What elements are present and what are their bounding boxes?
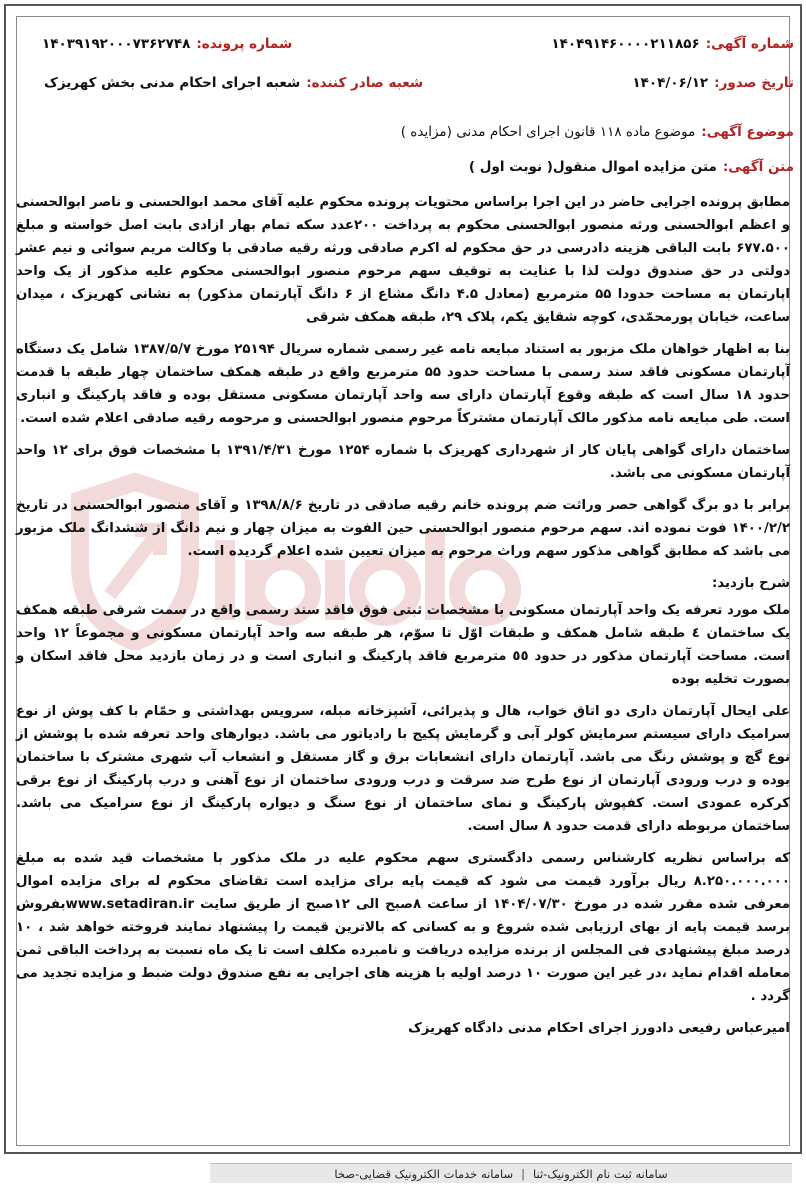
paragraph-apartment-features: علی ایحال آپارتمان داری دو اتاق خواب، هال و پذیرائی، آشپزخانه مبله، سرویس بهداشتی و حمّام با کف پوش از نوع سرامیک دارای سیستم سرمایش کولر آبی و گرمایش پکیج با رادیاتور می باشد. دیوارهای واحد تعرفه شده با پوشش از نوع گچ و پوشش رنگ می باشد. آپارتمان دارای انشعابات برق و گاز مستقل و انشعاب آب شهری مشترک با ساختمان بوده و درب ورودی آپارتمان از نوع طرح ضد سرقت و درب ورودی ساختمان از نوع آهنی و درب پارکینگ از نوع برقی کرکره عمودی است. کفپوش پارکینگ و نمای ساختمان از نوع سنگ و دیواره پارکینگ از نوع سرامیک می باشد. ساختمان مربوطه دارای قدمت حدود ۸ سال است. [16, 704, 790, 834]
case-number-label: شماره پرونده: [196, 36, 293, 52]
case-number [42, 36, 292, 52]
meta-row-1 [12, 36, 794, 52]
signature: امیرعباس رفیعی دادورز اجرای احکام مدنی دادگاه کهریزک [408, 1021, 790, 1036]
footer-bar [210, 1163, 792, 1183]
paragraph-claimant-statement: بنا به اظهار خواهان ملک مزبور به استناد مبایعه نامه غیر رسمی شماره سریال ۲۵۱۹۴ مورخ ۱۳۸۷/۵/۷ شامل یک دستگاه آپارتمان مسکونی فاقد سند رسمی با مساحت حدود ۵۵ مترمربع واقع در طبقه همکف ساختمان چهار طبقه با قدمت حدود ۱۸ سال است که طبقه وقوع آپارتمان دارای سه واحد آپارتمان مسکونی مستقل بوده و فاقد پارکینگ و انباری است. طی مبایعه نامه مذکور مالک آپارتمان مشترکاً مرحوم منصور ابوالحسنی و مرحومه رقیه صادقی اعلام شده است. [16, 342, 790, 426]
visit-heading: شرح بازدید: [711, 576, 790, 591]
issue-date-value: ۱۴۰۴/۰۶/۱۲ [632, 75, 709, 91]
subject-label: موضوع آگهی: [701, 124, 794, 140]
issuer-label: شعبه صادر کننده: [306, 75, 424, 91]
notice-body [16, 191, 790, 1049]
subject-value: موضوع ماده ۱۱۸ قانون اجرای احکام مدنی (مزایده ) [400, 124, 696, 140]
ad-number [551, 36, 794, 52]
issuer [44, 75, 423, 91]
paragraph-inheritance: برابر با دو برگ گواهی حصر وراثت ضم پرونده خانم رقیه صادقی در تاریخ ۱۳۹۸/۸/۶ و آقای منصور ابوالحسنی در تاریخ ۱۴۰۰/۲/۲ فوت نموده اند. سهم مرحوم منصور ابوالحسنی حین الفوت به میزان چهار و نیم دانگ از ششدانگ ملک مزبور می باشد که مطابق گواهی مذکور سهم وراث مرحوم به میزان تعیین شده اعلام گردیده است. [16, 498, 790, 559]
issue-date-label: تاریخ صدور: [714, 75, 794, 91]
text-title-label: متن آگهی: [722, 159, 794, 175]
paragraph-completion-certificate: ساختمان دارای گواهی پایان کار از شهرداری کهریزک با شماره ۱۲۵۴ مورخ ۱۳۹۱/۴/۳۱ با مشخصات فوق برای ۱۲ واحد آپارتمان مسکونی می باشد. [16, 443, 791, 481]
case-number-value: ۱۴۰۳۹۱۹۲۰۰۰۷۳۶۲۷۴۸ [42, 36, 191, 52]
text-title-value: متن مزایده اموال منقول( نوبت اول ) [468, 159, 717, 175]
footer-link-sakha[interactable]: سامانه خدمات الکترونیک قضایی-صخا [334, 1166, 514, 1181]
ad-number-label: شماره آگهی: [705, 36, 794, 52]
issue-date [632, 75, 794, 91]
issuer-value: شعبه اجرای احکام مدنی بخش کهریزک [44, 75, 301, 91]
paragraph-case-details: مطابق پرونده اجرایی حاضر در این اجرا براساس محتویات پرونده محکوم علیه آقای محمد ابوالحسنی و ناصر ابوالحسنی و اعظم ابوالحسنی ورثه منصور ابوالحسنی محکوم به پرداخت ۲۰۰عدد سکه تمام بهار ازادی بابت اصل خواسته و مبلغ ۶۷۷.۵۰۰ بابت الباقی هزینه دادرسی در حق محکوم له اکرم صادقی ورثه رقیه صادقی با وکالت مریم سوائی و نیم عشر دولتی در حق صندوق دولت لذا با عنایت به توقیف سهم مرحوم منصور ابوالحسنی محکوم علیه مذکور از یک واحد اپارتمان به مساحت حدودا ۵۵ مترمربع (معادل ۴.۵ دانگ مشاع از ۶ دانگ آپارتمان مذکور) به نشانی کهریزک ، میدان ساعت، خیابان پورمحمّدی، کوچه شقایق یکم، پلاک ۲۹، طبقه همکف شرقی [16, 195, 790, 325]
footer-link-sana[interactable]: سامانه ثبت نام الکترونیک-ثنا [533, 1166, 668, 1181]
text-title-line [12, 159, 794, 175]
meta-row-2 [12, 75, 794, 91]
paragraph-property-description: ملک مورد تعرفه یک واحد آپارتمان مسکونی با مشخصات ثبتی فوق فاقد سند رسمی واقع در سمت شرقی طبقه همکف یک ساختمان ٤ طبقه شامل همکف و طبقات اوّل تا سوّم، هر طبقه سه واحد آپارتمان مسکونی و مجموعاً ١٢ واحد است. مساحت آپارتمان مذکور در حدود ٥٥ مترمربع فاقد پارکینگ و انباری است و در زمان بازدید محل فاقد اسکان و بصورت تخلیه بوده [16, 603, 791, 687]
ad-number-value: ۱۴۰۴۹۱۴۶۰۰۰۰۲۱۱۸۵۶ [551, 36, 700, 52]
paragraph-auction-terms: که براساس نظریه کارشناس رسمی دادگستری سهم محکوم علیه در ملک مذکور با مشخصات قید شده به مبلغ ۸.۲۵۰.۰۰۰.۰۰۰ ریال برآورد قیمت می شود که قیمت پایه برای مزایده است تقاضای محکوم له برای مزایده اموال معرفی شده مقرر شده در مورخ ۱۴۰۴/۰۷/۳۰ از ساعت ۸صبح الی ۱۲صبح از طریق سایت www.setadiran.irبفروش برسد قیمت پایه از بهای ارزیابی شده شروع و به کسانی که بالاترین قیمت را پیشنهاد نمایند فروخته خواهد شد ، ۱۰ درصد مبلغ پیشنهادی فی المجلس از برنده مزایده دریافت و نامبرده مکلف است تا یک ماه نسبت به پرداخت الباقی ثمن معامله اقدام نماید ،در غیر این صورت ۱۰ درصد اولیه با هزینه های اجرایی به نفع صندوق دولت ضبط و مزایده تجدید می گردد . [16, 851, 791, 1004]
footer-separator: | [521, 1166, 525, 1181]
subject-line [12, 124, 794, 140]
